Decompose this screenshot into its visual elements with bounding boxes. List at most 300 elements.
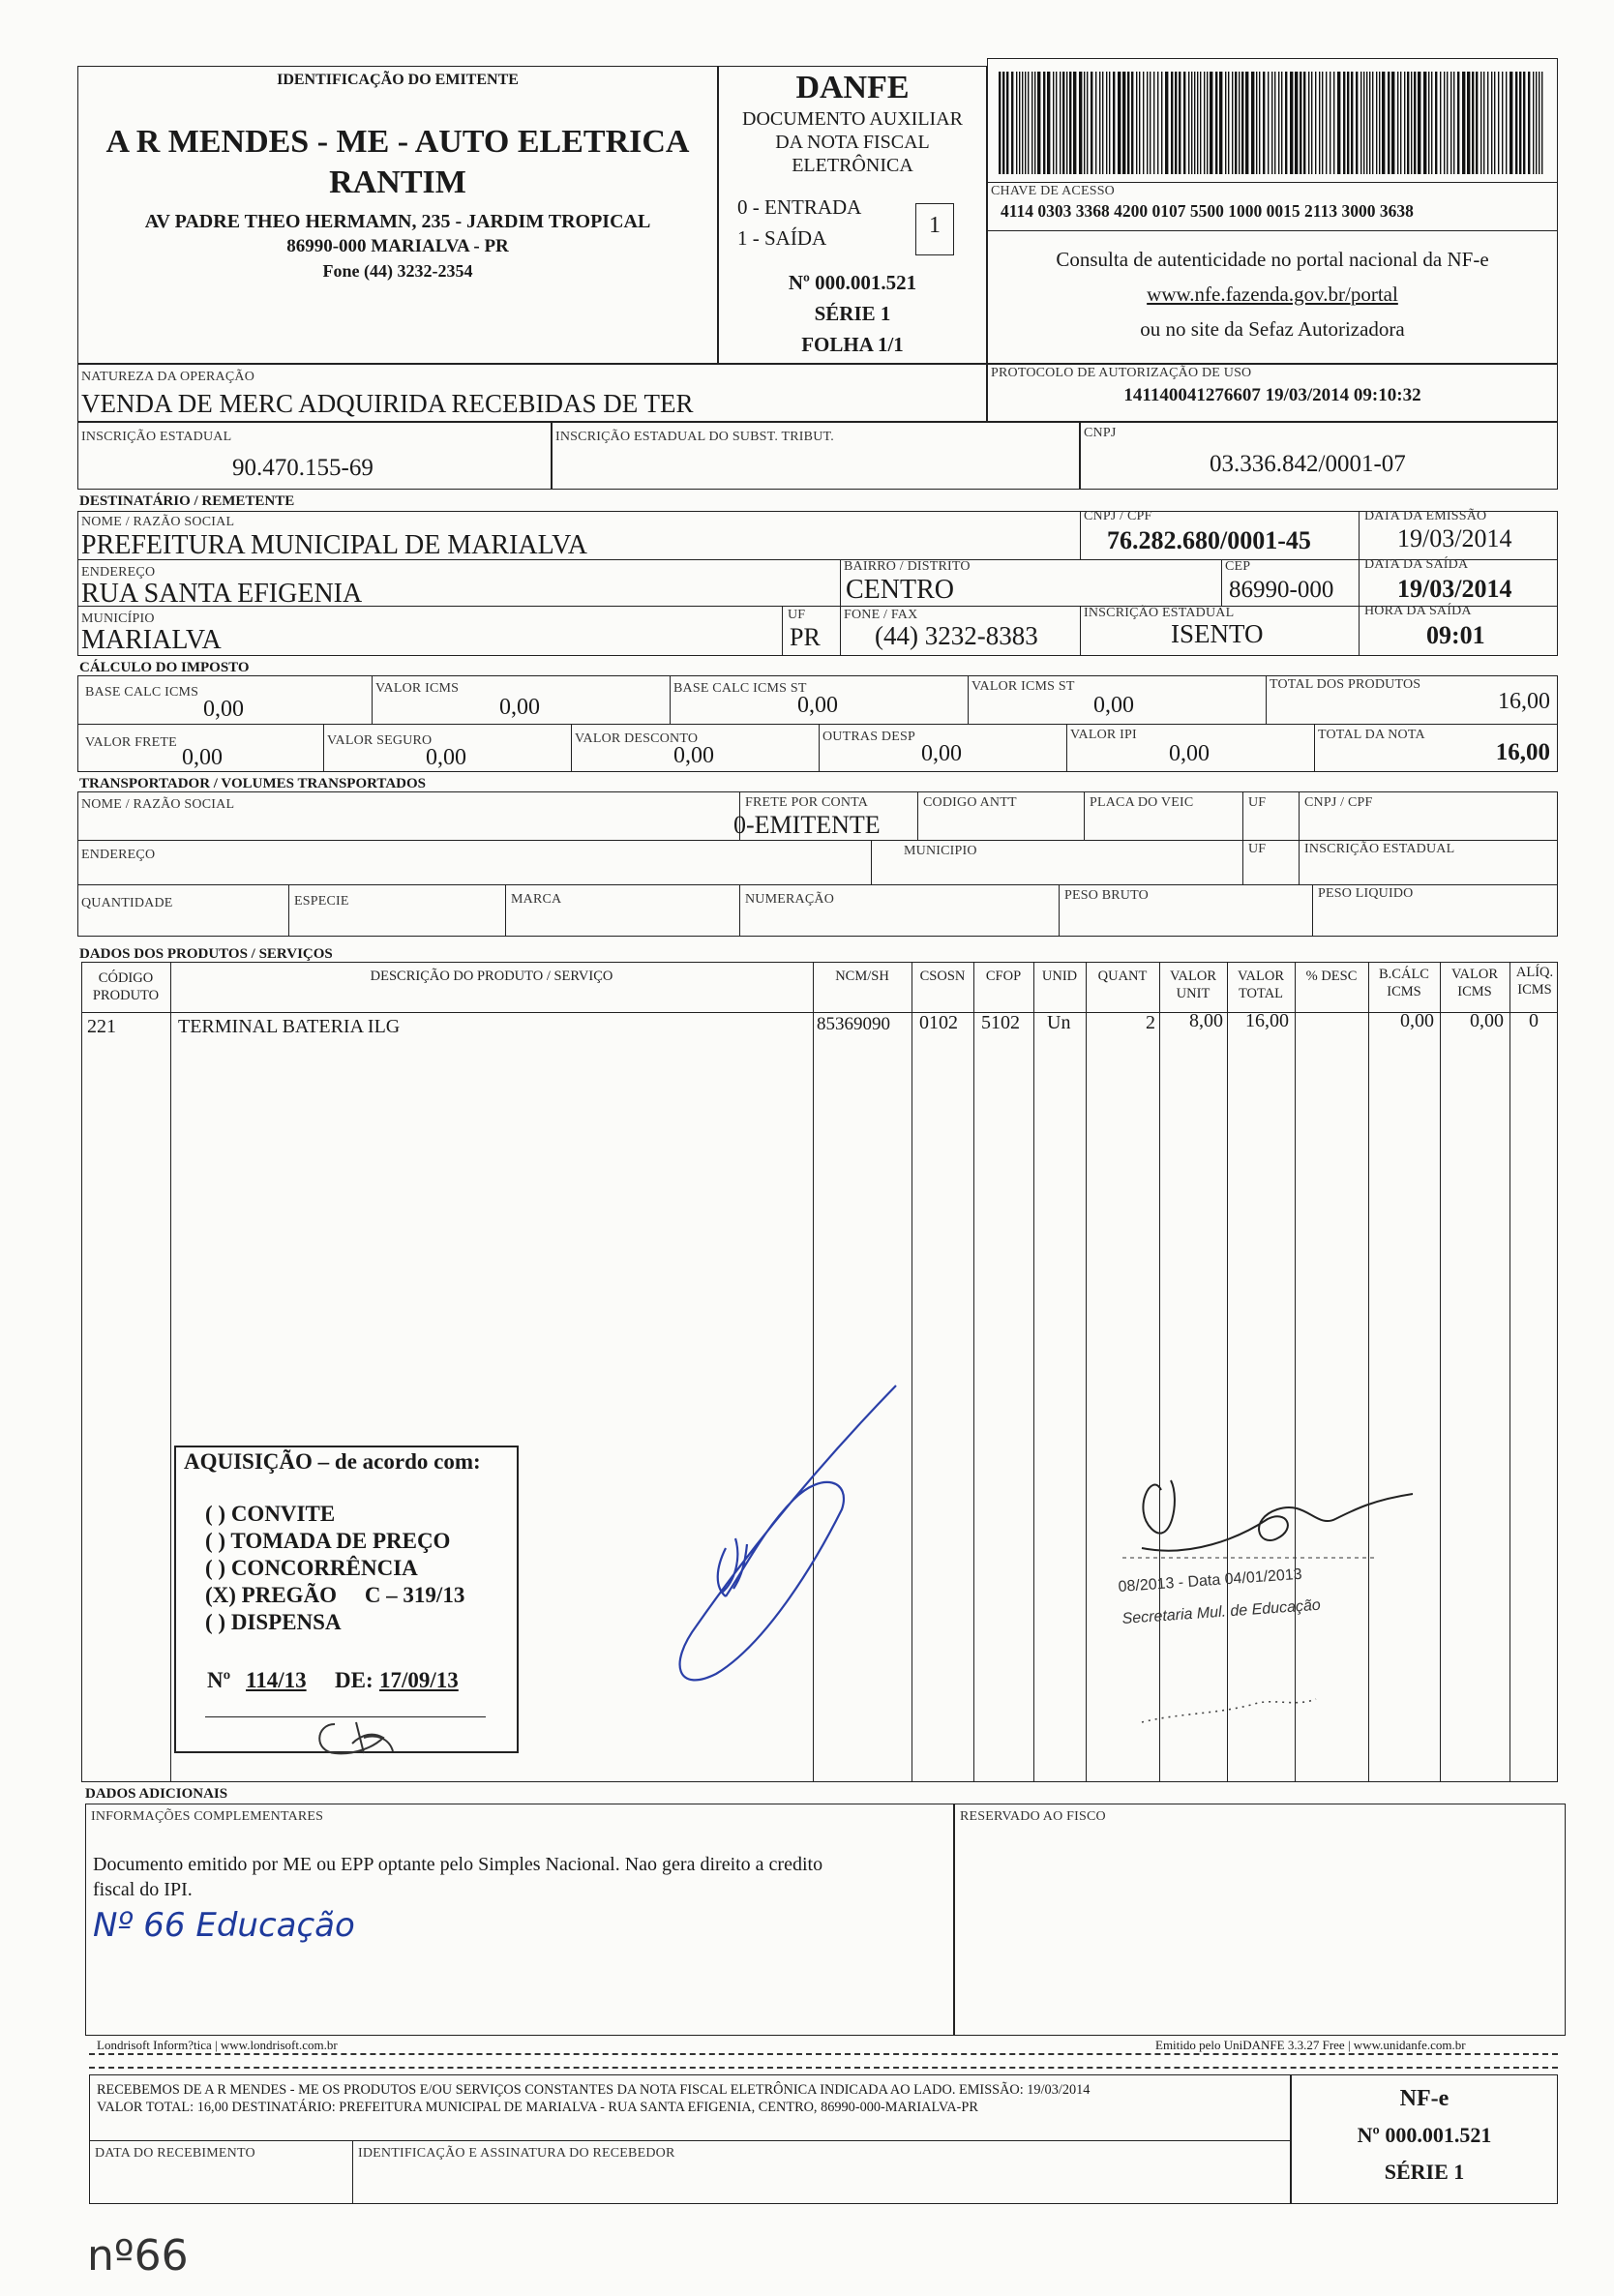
item-unid: Un [1047, 1012, 1071, 1033]
secretaria-stamp-signature [1084, 1413, 1432, 1732]
barcode-bar [1219, 72, 1222, 174]
barcode-bar [1271, 72, 1272, 174]
barcode-bar [1079, 72, 1082, 174]
imp-v9 [1314, 724, 1315, 772]
trans-v4 [1242, 791, 1243, 884]
prod-head-unid: UNID [1041, 969, 1078, 984]
trans-peso-liquido-label: PESO LIQUIDO [1318, 886, 1414, 901]
dest-saida: 19/03/2014 [1397, 575, 1512, 603]
barcode-bar [1519, 72, 1521, 174]
danfe-subtitle2: DA NOTA FISCAL [775, 132, 930, 153]
barcode-bar [1278, 72, 1279, 174]
total-nota-label: TOTAL DA NOTA [1318, 728, 1425, 742]
dest-v-cnpj [1080, 511, 1081, 559]
barcode-bar [1165, 72, 1168, 174]
recibo-numero: Nº 000.001.521 [1357, 2123, 1492, 2147]
danfe-serie: SÉRIE 1 [814, 302, 891, 325]
base-icms-st-label: BASE CALC ICMS ST [673, 681, 807, 696]
barcode-bar [1099, 72, 1100, 174]
desconto-label: VALOR DESCONTO [575, 731, 699, 746]
dest-cep: 86990-000 [1229, 577, 1334, 603]
bottom-handwritten-note: nº66 [87, 2231, 189, 2281]
imposto-mid-line [77, 724, 1558, 725]
barcode-bar [1491, 72, 1492, 174]
barcode-bar [1322, 72, 1323, 174]
dest-fone-label: FONE / FAX [844, 608, 918, 622]
barcode-bar [1523, 72, 1525, 174]
barcode-bar [1333, 72, 1334, 174]
barcode-bar [1228, 72, 1229, 174]
dest-fone: (44) 3232-8383 [875, 621, 1038, 650]
stamp-date-line: 08/2013 - Data 04/01/2013 [1118, 1565, 1303, 1595]
barcode-bar [1241, 72, 1243, 174]
danfe-title: DANFE [795, 70, 910, 105]
handwritten-signature [658, 1374, 910, 1703]
barcode-bar [1472, 72, 1474, 174]
seguro: 0,00 [426, 745, 466, 770]
barcode-bar [1087, 72, 1088, 174]
dest-ie: ISENTO [1171, 619, 1264, 648]
barcode-bar [1259, 72, 1260, 174]
recibo-line1: RECEBEMOS DE A R MENDES - ME OS PRODUTOS E/OU SERVIÇOS CONSTANTES DA NOTA FISCAL ELETRÔNICA INDICADA AO LADO. EMISSÃO: 19/03/2014 [97, 2082, 1091, 2098]
adicionais-section: DADOS ADICIONAIS [85, 1786, 228, 1802]
dest-municipio: MARIALVA [81, 625, 222, 655]
footer-right: Emitido pelo UniDANFE 3.3.27 Free | www.unidanfe.com.br [1155, 2038, 1466, 2052]
barcode-bar [1011, 72, 1013, 174]
barcode-bar [1428, 72, 1429, 174]
dest-nome-label: NOME / RAZÃO SOCIAL [81, 515, 235, 529]
imp-v3 [968, 675, 969, 724]
chave-divider [987, 182, 1558, 183]
danfe-saida: 1 - SAÍDA [737, 226, 827, 250]
total-produtos: 16,00 [1498, 689, 1550, 714]
barcode-bar [1200, 72, 1201, 174]
dest-v-fone [840, 606, 841, 656]
emitente-phone: Fone (44) 3232-2354 [322, 261, 473, 281]
trans-v9 [739, 884, 740, 937]
barcode-bar [1102, 72, 1103, 174]
imp-v1 [372, 675, 373, 724]
barcode-bar [1245, 72, 1248, 174]
dest-emissao-label: DATA DA EMISSÃO [1364, 509, 1487, 523]
barcode-bar [1423, 72, 1426, 174]
barcode-bar [1281, 72, 1282, 174]
prod-head-vicms: VALOR ICMS [1450, 967, 1499, 999]
prod-v-cfop [1033, 962, 1034, 1782]
barcode-bar [1319, 72, 1320, 174]
trans-v3 [1084, 791, 1085, 840]
barcode-bar [1183, 72, 1185, 174]
barcode-bar [1091, 72, 1092, 174]
barcode-bar [1407, 72, 1409, 174]
barcode-bar [1062, 72, 1064, 174]
barcode-bar [1147, 72, 1148, 174]
barcode-bar [1303, 72, 1305, 174]
barcode-bar [1268, 72, 1269, 174]
stamp-opt4: (X) PREGÃO C – 319/13 [205, 1583, 465, 1607]
frete: 0,00 [182, 745, 223, 770]
recibo-v [352, 2140, 353, 2204]
imp-v8 [1066, 724, 1067, 772]
base-icms: 0,00 [203, 697, 244, 722]
barcode-bar [1376, 72, 1377, 174]
barcode-bar [1528, 72, 1530, 174]
barcode-bar [1194, 72, 1195, 174]
barcode-bar [1215, 72, 1217, 174]
barcode-bar [1153, 72, 1154, 174]
barcode-bar [1366, 72, 1367, 174]
valor-icms-st-label: VALOR ICMS ST [971, 679, 1075, 694]
base-icms-st: 0,00 [797, 693, 838, 718]
barcode-bar [1360, 72, 1361, 174]
recibo-cut-line-top [89, 2053, 1558, 2055]
fisco-box [954, 1804, 1566, 2036]
total-nota: 16,00 [1495, 739, 1550, 765]
trans-especie-label: ESPECIE [294, 894, 349, 909]
prod-head-quant: QUANT [1097, 969, 1148, 984]
barcode-bar [1028, 72, 1029, 174]
cnpj-value: 03.336.842/0001-07 [1210, 451, 1406, 477]
barcode-bar [1326, 72, 1327, 174]
imp-v4 [1266, 675, 1267, 724]
barcode-bar [1515, 72, 1517, 174]
recibo-mid-line [89, 2140, 1291, 2141]
barcode-bar [1494, 72, 1495, 174]
valor-icms: 0,00 [499, 695, 540, 720]
trans-v7 [288, 884, 289, 937]
barcode-bar [1351, 72, 1353, 174]
barcode-bar [1025, 72, 1026, 174]
dest-v-dates [1359, 511, 1360, 656]
emitente-address: AV PADRE THEO HERMAMN, 235 - JARDIM TROPICAL [144, 211, 651, 232]
trans-municipio-label: MUNICIPIO [904, 844, 977, 858]
item-bcalc: 0,00 [1400, 1010, 1434, 1031]
barcode-bar [1175, 72, 1177, 174]
barcode-bar [1157, 72, 1158, 174]
barcode-bar [1343, 72, 1345, 174]
barcode-bar [1235, 72, 1237, 174]
danfe-numero: Nº 000.001.521 [788, 271, 917, 294]
barcode-bar [1509, 72, 1512, 174]
seguro-label: VALOR SEGURO [327, 733, 433, 748]
danfe-subtitle3: ELETRÔNICA [792, 155, 913, 176]
barcode-bar [1480, 72, 1481, 174]
dest-endereco: RUA SANTA EFIGENIA [81, 579, 363, 609]
stamp-de-label: DE: [335, 1668, 374, 1692]
ie-value: 90.470.155-69 [232, 455, 374, 481]
trans-v8 [505, 884, 506, 937]
barcode-bar [1400, 72, 1401, 174]
barcode-bar [1056, 72, 1057, 174]
trans-quantidade-label: QUANTIDADE [81, 896, 173, 910]
barcode-bar [1447, 72, 1448, 174]
barcode-bar [1315, 72, 1316, 174]
prod-v-csosn [973, 962, 974, 1782]
destinatario-section: DESTINATÁRIO / REMETENTE [79, 493, 295, 509]
trans-frete-label: FRETE POR CONTA [745, 795, 869, 810]
dest-v-cep [1221, 559, 1222, 606]
dest-ie-label: INSCRIÇÃO ESTADUAL [1084, 606, 1235, 620]
prod-head-vtotal: VALOR TOTAL [1237, 969, 1285, 1001]
barcode-bar [1006, 72, 1008, 174]
desconto: 0,00 [673, 743, 714, 768]
danfe-subtitle1: DOCUMENTO AUXILIAR [742, 108, 963, 130]
barcode-bar [1197, 72, 1198, 174]
barcode-bar [1541, 72, 1542, 174]
barcode-bar [1311, 72, 1312, 174]
stamp-data: 17/09/13 [379, 1668, 459, 1692]
barcode-bar [1131, 72, 1133, 174]
trans-v10 [1059, 884, 1060, 937]
item-descricao: TERMINAL BATERIA ILG [178, 1016, 401, 1037]
barcode-bar [1204, 72, 1205, 174]
dest-endereco-label: ENDEREÇO [81, 565, 156, 580]
barcode-bar [1139, 72, 1140, 174]
barcode-bar [1127, 72, 1129, 174]
barcode-bar [1122, 72, 1125, 174]
barcode-bar [1397, 72, 1398, 174]
trans-peso-bruto-label: PESO BRUTO [1064, 888, 1149, 903]
footer-left: Londrisoft Inform?tica | www.londrisoft.com.br [97, 2038, 338, 2052]
barcode-bar [1533, 72, 1534, 174]
barcode-bar [1066, 72, 1067, 174]
info-line1: Documento emitido por ME ou EPP optante pelo Simples Nacional. Nao gera direito a credito [93, 1854, 823, 1875]
item-quant: 2 [1146, 1012, 1155, 1033]
recibo-cut-line-top2 [89, 2067, 1558, 2069]
barcode-bar [1274, 72, 1275, 174]
trans-cnpj-label: CNPJ / CPF [1304, 795, 1373, 810]
barcode-bar [1179, 72, 1181, 174]
dest-bairro-label: BAIRRO / DISTRITO [844, 559, 971, 574]
barcode-bar [1379, 72, 1380, 174]
imp-v6 [571, 724, 572, 772]
ipi: 0,00 [1169, 741, 1210, 766]
barcode-bar [1251, 72, 1254, 174]
emitente-section-label: IDENTIFICAÇÃO DO EMITENTE [277, 72, 519, 88]
recibo-nfe: NF-e [1399, 2086, 1450, 2111]
natureza-label: NATUREZA DA OPERAÇÃO [81, 370, 255, 384]
barcode-bar [1188, 72, 1189, 174]
transportador-section: TRANSPORTADOR / VOLUMES TRANSPORTADOS [79, 776, 427, 791]
barcode-bar [1369, 72, 1370, 174]
stamp-numero: 114/13 [246, 1668, 307, 1692]
barcode-bar [1502, 72, 1503, 174]
recibo-assinatura-label: IDENTIFICAÇÃO E ASSINATURA DO RECEBEDOR [358, 2146, 675, 2161]
trans-v11 [1312, 884, 1313, 937]
barcode-bar [1356, 72, 1358, 174]
protocolo-value: 141140041276607 19/03/2014 09:10:32 [1123, 385, 1421, 405]
barcode-bar [1263, 72, 1265, 174]
trans-marca-label: MARCA [511, 892, 562, 907]
trans-frete: 0-EMITENTE [733, 811, 881, 839]
barcode-bar [1411, 72, 1412, 174]
prod-head-descricao: DESCRIÇÃO DO PRODUTO / SERVIÇO [370, 969, 613, 984]
barcode-bar [1467, 72, 1470, 174]
dest-uf-label: UF [788, 608, 806, 622]
barcode-bar [1232, 72, 1233, 174]
trans-placa-label: PLACA DO VEIC [1090, 795, 1194, 810]
stamp-numero-label: Nº [207, 1668, 231, 1692]
outras-label: OUTRAS DESP [822, 730, 915, 744]
danfe-entrada: 0 - ENTRADA [737, 195, 862, 219]
item-vicms: 0,00 [1470, 1010, 1504, 1031]
barcode-bar [1171, 72, 1173, 174]
barcode-bar [1431, 72, 1432, 174]
prod-v-bcalc [1440, 962, 1441, 1782]
frete-label: VALOR FRETE [85, 735, 177, 750]
barcode-bar [1347, 72, 1349, 174]
dest-bairro: CENTRO [846, 575, 954, 605]
prod-head-aliq: ALÍQ. ICMS [1515, 965, 1554, 998]
stamp-opt3: ( ) CONCORRÊNCIA [205, 1556, 418, 1580]
barcode-bar [1113, 72, 1115, 174]
barcode-bar [1285, 72, 1287, 174]
barcode-bar [1118, 72, 1121, 174]
consulta-sefaz: ou no site da Sefaz Autorizadora [1140, 317, 1405, 341]
imp-v5 [323, 724, 324, 772]
barcode-bar [1506, 72, 1507, 174]
trans-numeracao-label: NUMERAÇÃO [745, 892, 835, 907]
trans-v2 [917, 791, 918, 840]
barcode-bar [1536, 72, 1537, 174]
imposto-section: CÁLCULO DO IMPOSTO [79, 660, 250, 675]
barcode-bar [1308, 72, 1309, 174]
barcode-bar [1239, 72, 1240, 174]
barcode-bar [1210, 72, 1212, 174]
protocolo-label: PROTOCOLO DE AUTORIZAÇÃO DE USO [991, 366, 1252, 380]
total-produtos-label: TOTAL DOS PRODUTOS [1270, 677, 1421, 692]
info-label: INFORMAÇÕES COMPLEMENTARES [91, 1809, 324, 1824]
barcode-bar [1043, 72, 1045, 174]
dest-saida-label: DATA DA SAÍDA [1364, 557, 1469, 572]
prod-head-codigo: CÓDIGO PRODUTO [92, 970, 160, 1003]
stamp-initials-signature [306, 1713, 403, 1761]
dest-uf: PR [790, 623, 821, 651]
trans-uf-label: UF [1248, 795, 1267, 810]
item-vtotal: 16,00 [1245, 1010, 1289, 1031]
barcode-bar [999, 72, 1001, 174]
imp-v2 [670, 675, 671, 724]
barcode-bar [1382, 72, 1385, 174]
barcode-bar [1483, 72, 1484, 174]
barcode-bar [1404, 72, 1405, 174]
barcode-bar [1207, 72, 1208, 174]
barcode-bar [1388, 72, 1390, 174]
barcode-bar [1073, 72, 1076, 174]
stamp-opt1: ( ) CONVITE [205, 1502, 336, 1526]
dest-cep-label: CEP [1225, 559, 1251, 574]
recibo-line2: VALOR TOTAL: 16,00 DESTINATÁRIO: PREFEITURA MUNICIPAL DE MARIALVA - RUA SANTA EFIGENIA, CENTRO, 86990-000-MARIALVA-PR [97, 2100, 978, 2115]
barcode-bar [1414, 72, 1416, 174]
barcode-bar [1462, 72, 1465, 174]
emitente-name-line2: RANTIM [329, 164, 466, 200]
item-cfop: 5102 [981, 1012, 1020, 1033]
barcode-bar [1095, 72, 1096, 174]
barcode-bar [1019, 72, 1020, 174]
base-icms-label: BASE CALC ICMS [85, 685, 199, 700]
prod-head-cfop: CFOP [985, 969, 1022, 984]
barcode-bar [1225, 72, 1226, 174]
barcode-bar [1084, 72, 1085, 174]
recibo-serie: SÉRIE 1 [1384, 2160, 1465, 2184]
emitente-city: 86990-000 MARIALVA - PR [286, 236, 509, 256]
item-ncm: 85369090 [817, 1014, 890, 1034]
barcode-bar [1440, 72, 1441, 174]
trans-ie-label: INSCRIÇÃO ESTADUAL [1304, 842, 1455, 856]
barcode-bar [1022, 72, 1023, 174]
barcode-bar [1300, 72, 1301, 174]
recibo-data-label: DATA DO RECEBIMENTO [95, 2146, 255, 2161]
trans-nome-label: NOME / RAZÃO SOCIAL [81, 797, 235, 812]
barcode-bar [1450, 72, 1451, 174]
barcode-bar [1031, 72, 1032, 174]
barcode-bar [1256, 72, 1257, 174]
barcode-bar [1002, 72, 1004, 174]
item-aliq: 0 [1529, 1010, 1539, 1031]
chave-label: CHAVE DE ACESSO [991, 184, 1115, 198]
barcode-bar [1106, 72, 1107, 174]
barcode-bar [1047, 72, 1050, 174]
prod-v-vicms [1509, 962, 1510, 1782]
dest-hora-label: HORA DA SAÍDA [1364, 604, 1472, 618]
barcode-bar [1290, 72, 1293, 174]
stamp-title: AQUISIÇÃO – de acordo com: [184, 1449, 481, 1474]
emitente-name-line1: A R MENDES - ME - AUTO ELETRICA [105, 124, 690, 160]
dest-nome: PREFEITURA MUNICIPAL DE MARIALVA [81, 530, 588, 560]
ie-label: INSCRIÇÃO ESTADUAL [81, 430, 232, 444]
danfe-tipo: 1 [929, 213, 941, 238]
trans-line1 [77, 840, 1558, 841]
barcode-bar [1295, 72, 1298, 174]
item-codigo: 221 [87, 1016, 116, 1037]
stamp-dept-line: Secretaria Mul. de Educação [1121, 1596, 1322, 1627]
danfe-folha: FOLHA 1/1 [801, 333, 904, 356]
valor-icms-label: VALOR ICMS [375, 681, 460, 696]
stamp-opt5: ( ) DISPENSA [205, 1610, 342, 1634]
stamp-opt2: ( ) TOMADA DE PREÇO [205, 1529, 451, 1553]
produtos-header-line [81, 1012, 1558, 1013]
dest-v-bairro [840, 559, 841, 606]
natureza-value: VENDA DE MERC ADQUIRIDA RECEBIDAS DE TER [81, 389, 694, 418]
trans-antt-label: CODIGO ANTT [923, 795, 1017, 810]
barcode-bar [1487, 72, 1488, 174]
barcode [997, 72, 1548, 174]
barcode-bar [1060, 72, 1061, 174]
barcode-bar [1418, 72, 1420, 174]
dest-cnpj-label: CNPJ / CPF [1084, 509, 1152, 523]
consulta-url[interactable]: www.nfe.fazenda.gov.br/portal [1147, 283, 1398, 306]
fisco-label: RESERVADO AO FISCO [960, 1809, 1106, 1824]
prod-head-desc: % DESC [1305, 969, 1358, 984]
item-csosn: 0102 [919, 1012, 958, 1033]
trans-line2 [77, 884, 1558, 885]
info-line2: fiscal do IPI. [93, 1879, 193, 1900]
barcode-bar [1034, 72, 1035, 174]
consulta-text: Consulta de autenticidade no portal nacional da NF-e [1056, 248, 1489, 271]
barcode-bar [1391, 72, 1394, 174]
valor-icms-st: 0,00 [1093, 693, 1134, 718]
trans-v5 [1299, 791, 1300, 884]
barcode-bar [1444, 72, 1445, 174]
chave-value: 4114 0303 3368 4200 0107 5500 1000 0015 2113 3000 3638 [1001, 201, 1414, 221]
prod-head-ncm: NCM/SH [835, 969, 889, 984]
barcode-bar [1363, 72, 1364, 174]
dest-emissao: 19/03/2014 [1397, 524, 1512, 552]
prod-head-vunit: VALOR UNIT [1169, 969, 1217, 1001]
barcode-bar [1037, 72, 1040, 174]
barcode-bar [1476, 72, 1478, 174]
barcode-bar [1453, 72, 1454, 174]
